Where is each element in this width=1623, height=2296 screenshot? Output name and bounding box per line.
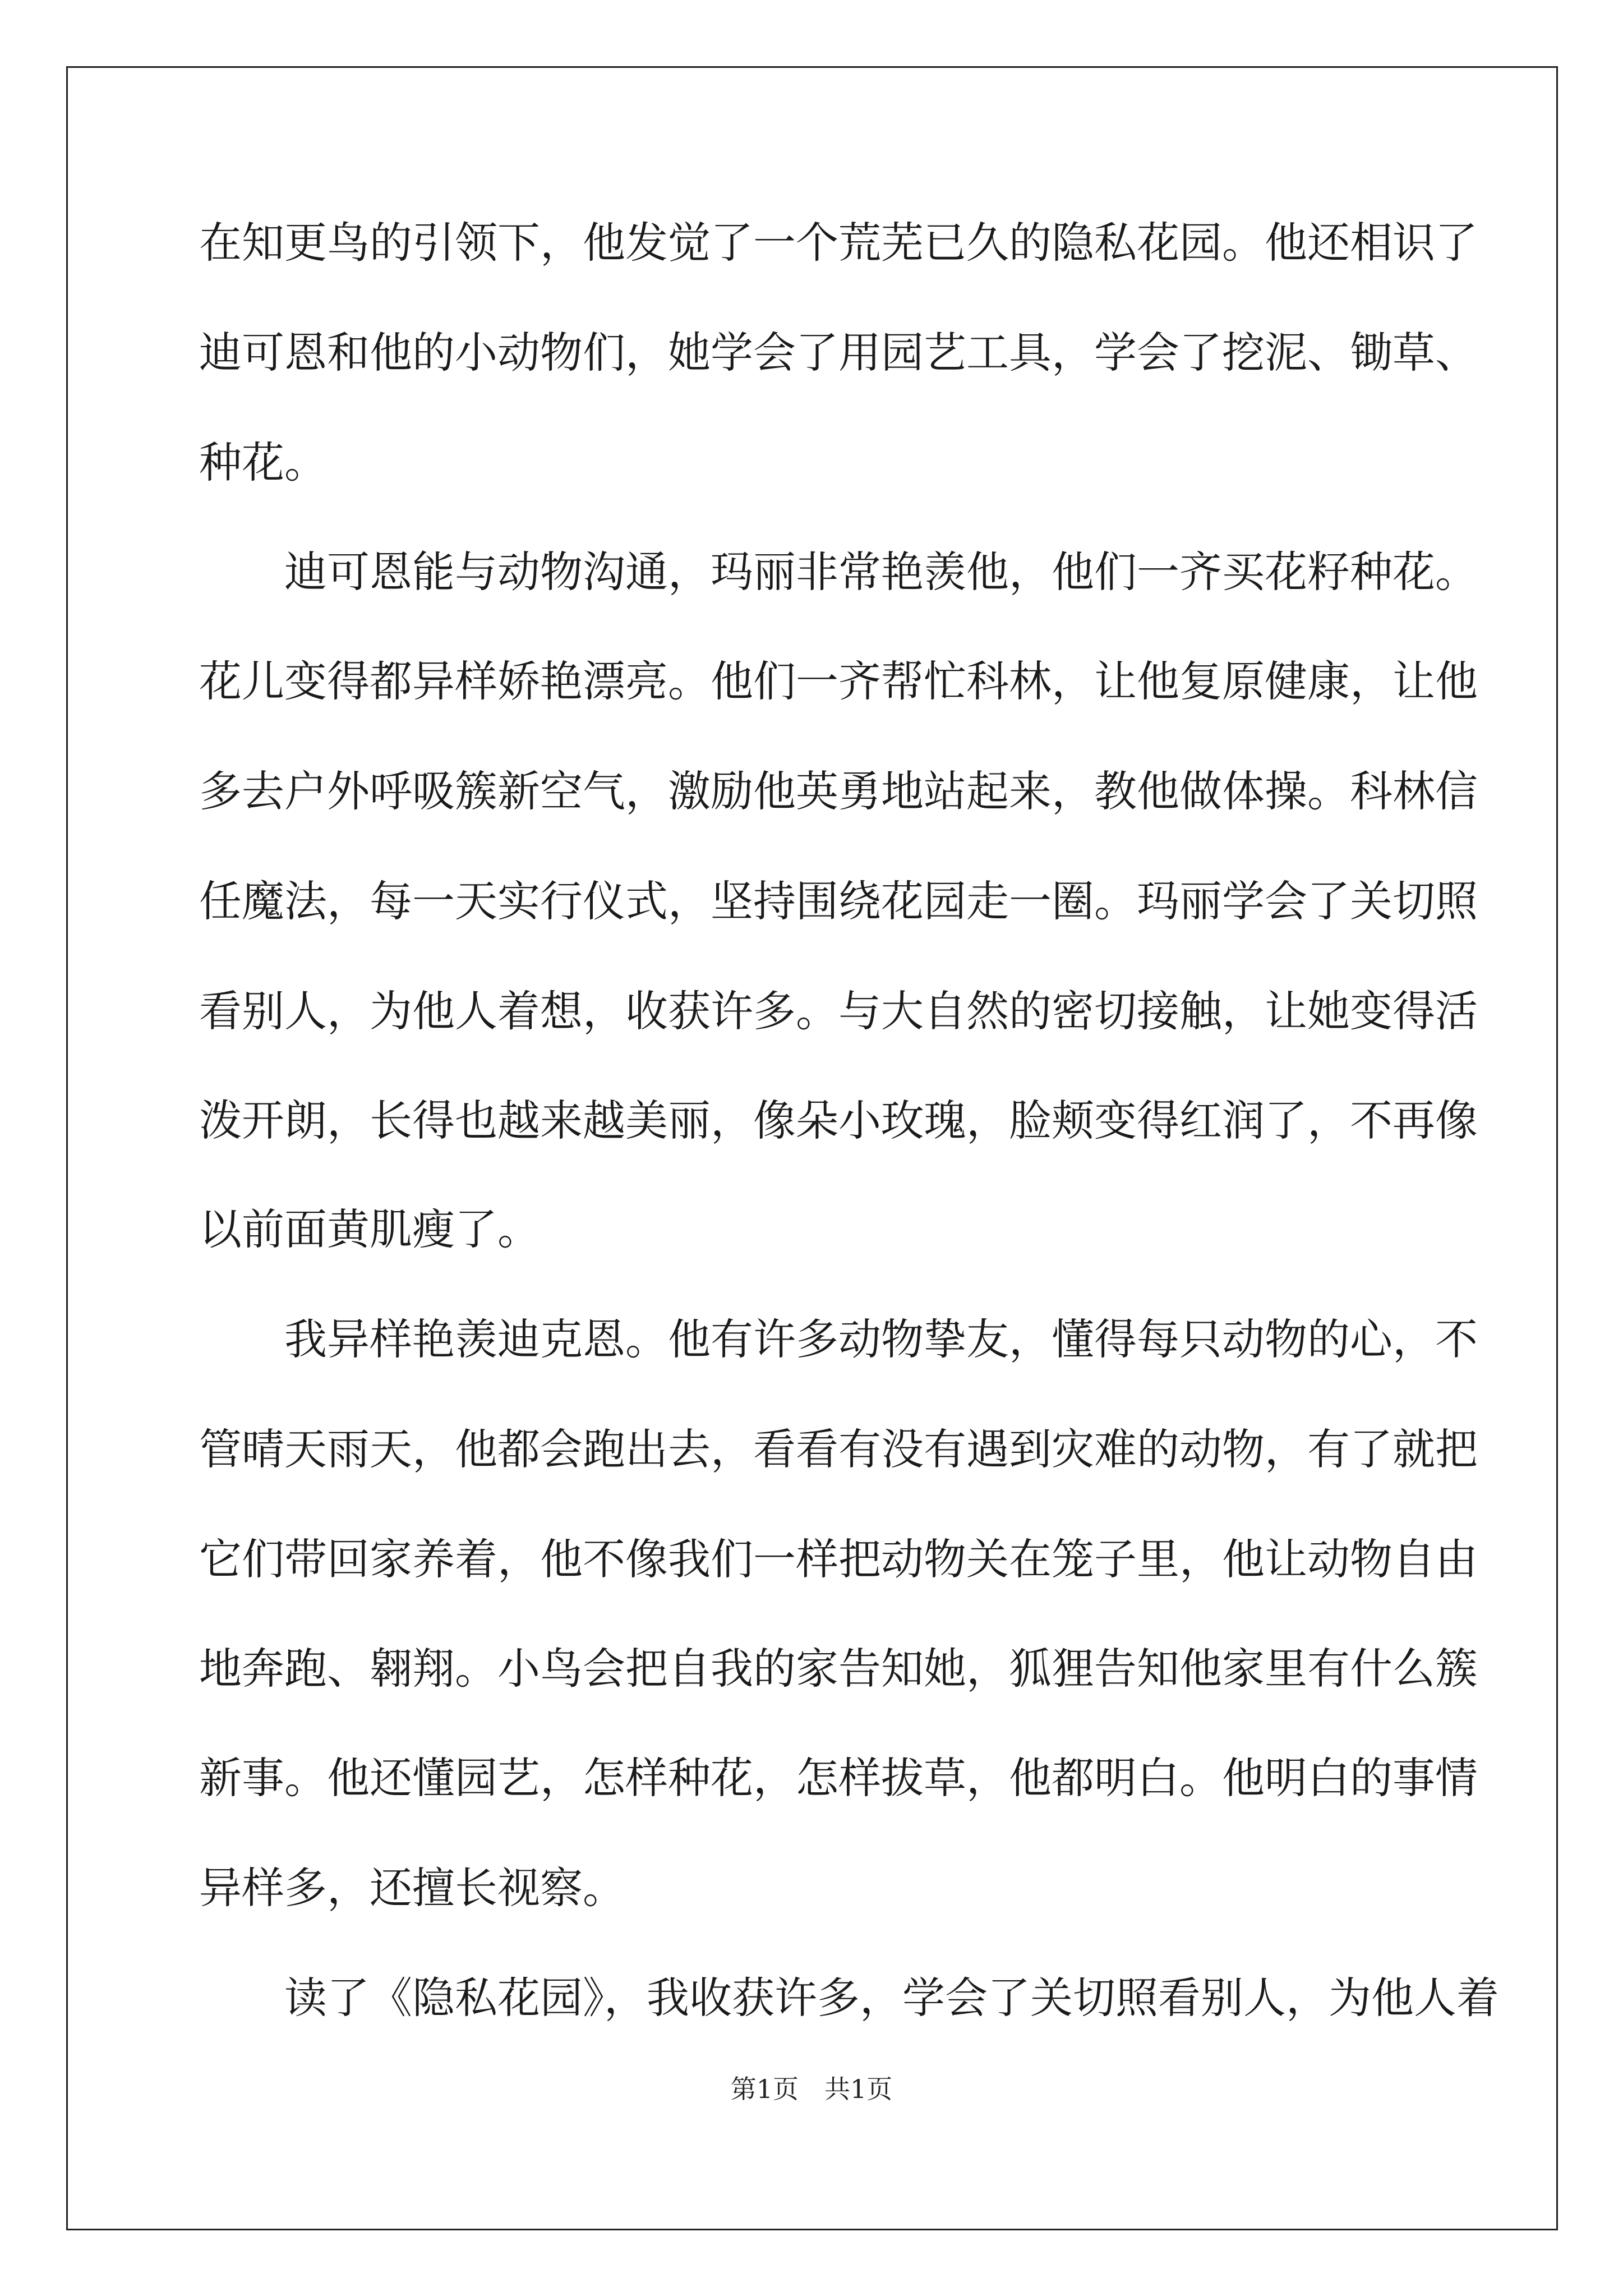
text-line-16: 异样多，还擅长视察。: [199, 1863, 625, 1913]
text-line-12: 管晴天雨天，他都会跑出去，看看有没有遇到灾难的动物，有了就把: [199, 1424, 1478, 1474]
text-line-10: 以前面黄肌瘦了。: [199, 1204, 540, 1254]
text-line-9: 泼开朗，长得也越来越美丽，像朵小玫瑰，脸颊变得红润了，不再像: [199, 1096, 1478, 1145]
text-line-17: 读了《隐私花园》，我收获许多，学会了关切照看别人，为他人着: [199, 1973, 1499, 2023]
text-line-6: 多去户外呼吸簇新空气，激励他英勇地站起来，教他做体操。科林信: [199, 766, 1478, 816]
text-line-1: 在知更鸟的引领下，他发觉了一个荒芜已久的隐私花园。他还相识了: [199, 218, 1478, 268]
text-line-5: 花儿变得都异样娇艳漂亮。他们一齐帮忙科林，让他复原健康，让他: [199, 656, 1478, 706]
text-line-4: 迪可恩能与动物沟通，玛丽非常艳羡他，他们一齐买花籽种花。: [199, 547, 1478, 597]
page-number-footer: 第1页 共1页: [730, 2074, 893, 2104]
text-line-7: 任魔法，每一天实行仪式，坚持围绕花园走一圈。玛丽学会了关切照: [199, 876, 1478, 926]
text-line-11: 我异样艳羡迪克恩。他有许多动物挚友，懂得每只动物的心，不: [199, 1314, 1478, 1364]
text-line-2: 迪可恩和他的小动物们，她学会了用园艺工具，学会了挖泥、锄草、: [199, 328, 1478, 378]
text-line-3: 种花。: [199, 438, 327, 487]
text-line-14: 地奔跑、翱翔。小鸟会把自我的家告知她，狐狸告知他家里有什么簇: [199, 1644, 1478, 1694]
text-line-15: 新事。他还懂园艺，怎样种花，怎样拔草，他都明白。他明白的事情: [199, 1753, 1478, 1803]
text-line-13: 它们带回家养着，他不像我们一样把动物关在笼子里，他让动物自由: [199, 1534, 1478, 1584]
text-line-8: 看别人，为他人着想，收获许多。与大自然的密切接触，让她变得活: [199, 986, 1478, 1036]
